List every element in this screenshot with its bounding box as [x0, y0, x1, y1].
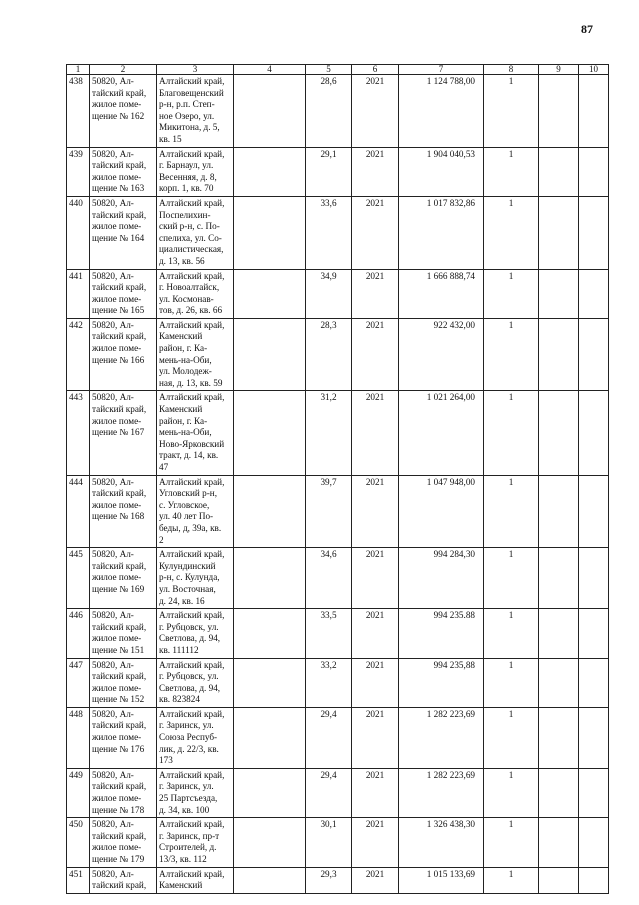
- area-cell: 39,7: [306, 475, 352, 548]
- column-4-cell: [234, 391, 306, 475]
- row-number-cell: 444: [67, 475, 90, 548]
- table-body: [67, 75, 609, 894]
- quantity-cell: 1: [484, 391, 539, 475]
- column-9-cell: [539, 147, 579, 196]
- area-cell: 28,6: [306, 75, 352, 148]
- column-9-cell: [539, 768, 579, 817]
- column-9-cell: [539, 548, 579, 609]
- object-description-cell: 50820, Ал- тайский край, жилое поме- щение № 168: [90, 475, 157, 548]
- table-row: [67, 147, 609, 196]
- column-10-cell: [579, 196, 609, 269]
- area-cell: 29,4: [306, 707, 352, 768]
- column-4-cell: [234, 75, 306, 148]
- row-number-cell: 450: [67, 818, 90, 867]
- row-number-cell: 439: [67, 147, 90, 196]
- address-cell: Алтайский край, Кулундинский р-н, с. Кулунда, ул. Восточная, д. 24, кв. 16: [157, 548, 234, 609]
- quantity-cell: 1: [484, 818, 539, 867]
- price-cell: 994 284,30: [399, 548, 484, 609]
- column-9-cell: [539, 318, 579, 391]
- row-number-cell: 449: [67, 768, 90, 817]
- column-header: 6: [352, 65, 399, 75]
- year-cell: 2021: [352, 658, 399, 707]
- price-cell: 994 235,88: [399, 658, 484, 707]
- area-cell: 29,1: [306, 147, 352, 196]
- column-10-cell: [579, 475, 609, 548]
- column-4-cell: [234, 768, 306, 817]
- column-4-cell: [234, 707, 306, 768]
- price-cell: 994 235.88: [399, 609, 484, 658]
- table-row: [67, 475, 609, 548]
- area-cell: 28,3: [306, 318, 352, 391]
- column-4-cell: [234, 196, 306, 269]
- object-description-cell: 50820, Ал- тайский край, жилое поме- щение № 166: [90, 318, 157, 391]
- area-cell: 33,5: [306, 609, 352, 658]
- price-cell: 1 282 223,69: [399, 707, 484, 768]
- year-cell: 2021: [352, 147, 399, 196]
- column-header: 7: [399, 65, 484, 75]
- column-9-cell: [539, 196, 579, 269]
- object-description-cell: 50820, Ал- тайский край, жилое поме- щение № 179: [90, 818, 157, 867]
- column-9-cell: [539, 658, 579, 707]
- area-cell: 29,3: [306, 867, 352, 893]
- column-9-cell: [539, 818, 579, 867]
- area-cell: 34,6: [306, 548, 352, 609]
- row-number-cell: 447: [67, 658, 90, 707]
- object-description-cell: 50820, Ал- тайский край, жилое поме- щение № 165: [90, 269, 157, 318]
- year-cell: 2021: [352, 818, 399, 867]
- quantity-cell: 1: [484, 609, 539, 658]
- object-description-cell: 50820, Ал- тайский край,: [90, 867, 157, 893]
- address-cell: Алтайский край, г. Заринск, пр-т Строителей, д. 13/3, кв. 112: [157, 818, 234, 867]
- year-cell: 2021: [352, 707, 399, 768]
- price-cell: 1 124 788,00: [399, 75, 484, 148]
- object-description-cell: 50820, Ал- тайский край, жилое поме- щение № 176: [90, 707, 157, 768]
- column-4-cell: [234, 867, 306, 893]
- address-cell: Алтайский край, Угловский р-н, с. Угловское, ул. 40 лет По- беды, д, 39а, кв. 2: [157, 475, 234, 548]
- column-9-cell: [539, 867, 579, 893]
- table-row: [67, 768, 609, 817]
- column-10-cell: [579, 867, 609, 893]
- column-4-cell: [234, 269, 306, 318]
- address-cell: Алтайский край, г. Заринск, ул. Союза Респуб- лик, д. 22/3, кв. 173: [157, 707, 234, 768]
- object-description-cell: 50820, Ал- тайский край, жилое поме- щение № 167: [90, 391, 157, 475]
- year-cell: 2021: [352, 768, 399, 817]
- column-header: 5: [306, 65, 352, 75]
- column-9-cell: [539, 269, 579, 318]
- quantity-cell: 1: [484, 75, 539, 148]
- address-cell: Алтайский край, г. Заринск, ул. 25 Партсъезда, д. 34, кв. 100: [157, 768, 234, 817]
- row-number-cell: 445: [67, 548, 90, 609]
- table-row: [67, 391, 609, 475]
- row-number-cell: 441: [67, 269, 90, 318]
- year-cell: 2021: [352, 475, 399, 548]
- column-10-cell: [579, 658, 609, 707]
- price-cell: 1 047 948,00: [399, 475, 484, 548]
- price-cell: 1 021 264,00: [399, 391, 484, 475]
- year-cell: 2021: [352, 75, 399, 148]
- row-number-cell: 440: [67, 196, 90, 269]
- quantity-cell: 1: [484, 196, 539, 269]
- price-cell: 1 904 040,53: [399, 147, 484, 196]
- address-cell: Алтайский край, Каменский: [157, 867, 234, 893]
- quantity-cell: 1: [484, 658, 539, 707]
- table-row: [67, 196, 609, 269]
- address-cell: Алтайский край, г. Рубцовск, ул. Светлова, д. 94, кв. 111112: [157, 609, 234, 658]
- column-header: 10: [579, 65, 609, 75]
- row-number-cell: 442: [67, 318, 90, 391]
- quantity-cell: 1: [484, 147, 539, 196]
- area-cell: 33,6: [306, 196, 352, 269]
- column-10-cell: [579, 318, 609, 391]
- quantity-cell: 1: [484, 318, 539, 391]
- year-cell: 2021: [352, 548, 399, 609]
- column-header: 3: [157, 65, 234, 75]
- column-10-cell: [579, 768, 609, 817]
- year-cell: 2021: [352, 196, 399, 269]
- quantity-cell: 1: [484, 867, 539, 893]
- price-cell: 1 017 832,86: [399, 196, 484, 269]
- address-cell: Алтайский край, Поспелихин- ский р-н, с. По- спелиха, ул. Со- циалистическая, д. 13, кв. 56: [157, 196, 234, 269]
- object-description-cell: 50820, Ал- тайский край, жилое поме- щение № 152: [90, 658, 157, 707]
- area-cell: 34,9: [306, 269, 352, 318]
- area-cell: 30,1: [306, 818, 352, 867]
- object-description-cell: 50820, Ал- тайский край, жилое поме- щение № 178: [90, 768, 157, 817]
- quantity-cell: 1: [484, 269, 539, 318]
- quantity-cell: 1: [484, 548, 539, 609]
- column-header: 2: [90, 65, 157, 75]
- table-row: [67, 818, 609, 867]
- address-cell: Алтайский край, г. Рубцовск, ул. Светлова, д. 94, кв. 823824: [157, 658, 234, 707]
- column-10-cell: [579, 391, 609, 475]
- year-cell: 2021: [352, 318, 399, 391]
- quantity-cell: 1: [484, 707, 539, 768]
- column-4-cell: [234, 318, 306, 391]
- price-cell: 1 015 133,69: [399, 867, 484, 893]
- column-10-cell: [579, 548, 609, 609]
- row-number-cell: 448: [67, 707, 90, 768]
- price-cell: 1 326 438,30: [399, 818, 484, 867]
- column-number-header-row: [67, 65, 609, 75]
- price-cell: 1 282 223,69: [399, 768, 484, 817]
- table-row: [67, 269, 609, 318]
- object-description-cell: 50820, Ал- тайский край, жилое поме- щение № 164: [90, 196, 157, 269]
- quantity-cell: 1: [484, 768, 539, 817]
- column-header: 9: [539, 65, 579, 75]
- property-register-table: [66, 64, 609, 894]
- column-10-cell: [579, 147, 609, 196]
- column-9-cell: [539, 391, 579, 475]
- object-description-cell: 50820, Ал- тайский край, жилое поме- щение № 151: [90, 609, 157, 658]
- column-4-cell: [234, 147, 306, 196]
- column-4-cell: [234, 475, 306, 548]
- address-cell: Алтайский край, Благовещенский р-н, р.п. Степ- ное Озеро, ул. Микитона, д. 5, кв. 15: [157, 75, 234, 148]
- page-number: 87: [581, 22, 593, 36]
- table-row: [67, 658, 609, 707]
- area-cell: 31,2: [306, 391, 352, 475]
- column-9-cell: [539, 609, 579, 658]
- column-4-cell: [234, 609, 306, 658]
- year-cell: 2021: [352, 609, 399, 658]
- table-row: [67, 609, 609, 658]
- year-cell: 2021: [352, 391, 399, 475]
- column-4-cell: [234, 818, 306, 867]
- object-description-cell: 50820, Ал- тайский край, жилое поме- щение № 169: [90, 548, 157, 609]
- column-10-cell: [579, 707, 609, 768]
- column-4-cell: [234, 548, 306, 609]
- column-10-cell: [579, 75, 609, 148]
- price-cell: 1 666 888,74: [399, 269, 484, 318]
- table-row: [67, 318, 609, 391]
- area-cell: 33,2: [306, 658, 352, 707]
- column-9-cell: [539, 707, 579, 768]
- address-cell: Алтайский край, г. Новоалтайск, ул. Космонав- тов, д. 26, кв. 66: [157, 269, 234, 318]
- row-number-cell: 438: [67, 75, 90, 148]
- column-10-cell: [579, 609, 609, 658]
- column-header: 4: [234, 65, 306, 75]
- table-row: [67, 548, 609, 609]
- row-number-cell: 443: [67, 391, 90, 475]
- table-row: [67, 75, 609, 148]
- area-cell: 29,4: [306, 768, 352, 817]
- column-header: 1: [67, 65, 90, 75]
- address-cell: Алтайский край, Каменский район, г. Ка- мень-на-Оби, Ново-Ярковский тракт, д. 14, кв. 47: [157, 391, 234, 475]
- object-description-cell: 50820, Ал- тайский край, жилое поме- щение № 163: [90, 147, 157, 196]
- address-cell: Алтайский край, Каменский район, г. Ка- мень-на-Оби, ул. Молодеж- ная, д. 13, кв. 59: [157, 318, 234, 391]
- address-cell: Алтайский край, г. Барнаул, ул. Весенняя, д. 8, корп. 1, кв. 70: [157, 147, 234, 196]
- quantity-cell: 1: [484, 475, 539, 548]
- year-cell: 2021: [352, 867, 399, 893]
- row-number-cell: 446: [67, 609, 90, 658]
- table-row: [67, 867, 609, 893]
- table-row: [67, 707, 609, 768]
- price-cell: 922 432,00: [399, 318, 484, 391]
- object-description-cell: 50820, Ал- тайский край, жилое поме- щение № 162: [90, 75, 157, 148]
- column-9-cell: [539, 475, 579, 548]
- column-9-cell: [539, 75, 579, 148]
- column-10-cell: [579, 818, 609, 867]
- row-number-cell: 451: [67, 867, 90, 893]
- column-header: 8: [484, 65, 539, 75]
- column-10-cell: [579, 269, 609, 318]
- column-4-cell: [234, 658, 306, 707]
- year-cell: 2021: [352, 269, 399, 318]
